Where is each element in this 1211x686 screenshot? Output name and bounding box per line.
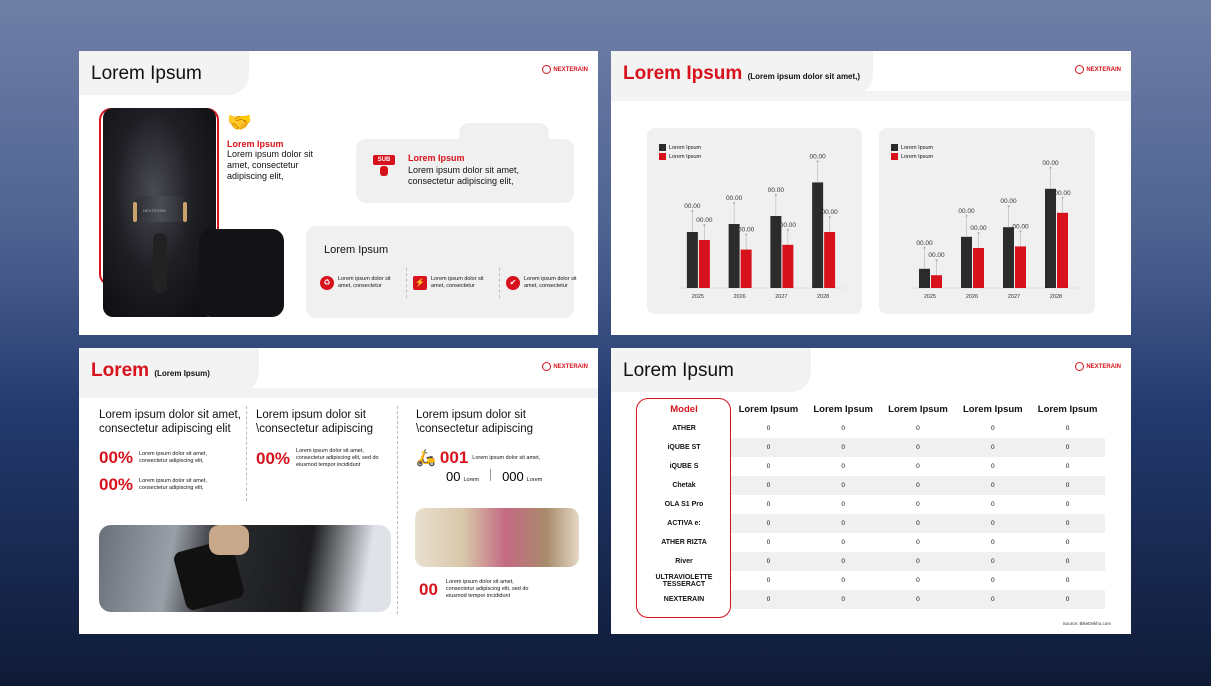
sub-stats: 00 Lorem 000 Lorem (446, 469, 543, 484)
data-label: 00.00 (684, 203, 701, 210)
table-cell: 0 (731, 438, 806, 457)
bar (699, 240, 710, 288)
table-cell: 0 (731, 590, 806, 609)
slide-3[interactable] (79, 348, 598, 634)
stat-value: 00% (99, 475, 134, 494)
scooter-image: NEXTERAIN (103, 108, 216, 317)
leader-dot (978, 232, 980, 234)
column-header: Lorem Ipsum (738, 404, 799, 415)
leader-dot (1020, 230, 1022, 232)
brand-logo-icon (542, 65, 551, 74)
leader-dot (703, 224, 705, 226)
leader-dot (936, 259, 938, 261)
table-cell: 0 (1065, 501, 1070, 508)
slide-header (611, 51, 873, 95)
model-logo: ATHER (637, 419, 731, 438)
subscribe-icon: SUB (373, 155, 395, 177)
model-logo: ACTIVA e: (637, 514, 731, 533)
slide-header (79, 348, 259, 392)
column-header: Lorem Ipsum (1037, 404, 1098, 415)
table-cell: 0 (806, 438, 881, 457)
tick-label: 2025 (923, 294, 937, 300)
table-header-row (637, 400, 1105, 419)
brand-logo: NEXTERAIN (1075, 362, 1121, 371)
stat-text: Lorem ipsum dolor sit amet, consectetur adipiscing elit, (139, 478, 207, 491)
slide-4[interactable] (611, 348, 1131, 634)
card-2-body: Lorem ipsum dolor sit amet, consectetur adipiscing elit, (408, 165, 520, 186)
bar (961, 237, 972, 288)
table-cell: 0 (1065, 425, 1070, 432)
slide-subtitle: (Lorem Ipsum) (154, 369, 210, 378)
slide-header (79, 51, 249, 95)
leader-dot (1062, 197, 1064, 199)
slide-1[interactable] (79, 51, 598, 335)
data-label: 00.00 (725, 195, 743, 202)
table-cell: 0 (955, 438, 1030, 457)
table-cell: 0 (916, 539, 920, 546)
table-cell: 0 (916, 501, 920, 508)
card-1-heading: Lorem Ipsum (227, 139, 284, 149)
bar (687, 232, 698, 288)
bar (1057, 213, 1068, 288)
table-cell: 0 (731, 514, 806, 533)
data-label: 00.00 (767, 187, 785, 194)
chart-plot (647, 128, 862, 314)
table-cell: 0 (881, 552, 956, 571)
table-cell: 0 (990, 501, 995, 508)
tick-label: 2026 (733, 294, 746, 300)
model-logo: NEXTERAIN (637, 590, 731, 609)
charger-icon: ⚡ (413, 276, 427, 290)
column-header: Lorem Ipsum (813, 404, 874, 415)
badge-check-icon: ✔ (506, 276, 520, 290)
table-cell: 0 (1030, 476, 1105, 495)
data-label: 00.00 (696, 217, 713, 224)
scooter-icon: 🛵 (416, 450, 436, 467)
table-cell: 0 (841, 463, 845, 470)
model-logo: OLA S1 Pro (637, 495, 731, 514)
table-cell: 0 (881, 514, 956, 533)
table-cell: 0 (881, 438, 956, 457)
table-cell: 0 (955, 514, 1030, 533)
table-cell: 0 (766, 501, 771, 508)
slide-subtitle: (Lorem ipsum dolor sit amet,) (747, 72, 861, 81)
tick-label: 2026 (965, 294, 979, 300)
table-cell: 0 (990, 539, 995, 546)
table-cell: 0 (1030, 590, 1105, 609)
cash-image (415, 508, 579, 567)
table-cell: 0 (1030, 438, 1105, 457)
leader-dot (775, 194, 777, 196)
leader-dot (1050, 167, 1052, 169)
panel-heading: Lorem Ipsum (324, 244, 389, 256)
leader-dot (1008, 205, 1010, 207)
bar (741, 250, 752, 288)
table-cell: 0 (731, 476, 806, 495)
big-stat (416, 448, 562, 468)
big-stat-value: 001 (439, 448, 469, 467)
brand-logo: NEXTERAIN (542, 65, 588, 74)
big-stat-text: Lorem ipsum dolor sit amet, (472, 454, 541, 461)
table-row (637, 533, 1105, 552)
table-cell: 0 (766, 463, 771, 470)
divider (246, 406, 247, 501)
stat-value: 00% (256, 448, 291, 468)
tick-label: 2027 (1007, 294, 1021, 300)
table-cell: 0 (955, 476, 1030, 495)
data-label: 00.00 (779, 221, 797, 229)
brand-logo-icon (1075, 65, 1084, 74)
slide-title: Lorem Ipsum (623, 360, 734, 381)
table-cell: 0 (841, 539, 845, 546)
chart-plot (879, 128, 1095, 314)
table-cell: 0 (1065, 577, 1070, 584)
feature-item: ♻ Lorem ipsum dolor sit amet, consectetur (320, 268, 400, 298)
divider (397, 406, 398, 614)
brand-logo-icon (1075, 362, 1084, 371)
stat-text: Lorem ipsum dolor sit amet, consectetur adipiscing elit, sed do eiusmod tempor incididunt (296, 448, 379, 468)
model-logo: iQUBE ST (637, 438, 731, 457)
table-cell: 0 (881, 476, 956, 495)
slide-title: Lorem Ipsum (Lorem ipsum dolor sit amet,) (623, 63, 861, 84)
model-logo: Chetak (637, 476, 731, 495)
table-cell: 0 (955, 590, 1030, 609)
table-cell: 0 (806, 476, 881, 495)
leader-dot (787, 229, 789, 231)
table-cell: 0 (990, 425, 995, 432)
table-cell: 0 (916, 577, 920, 584)
data-label: 00.00 (1000, 198, 1017, 206)
data-label: 00.00 (958, 207, 975, 215)
bar (973, 248, 984, 288)
bar (1015, 246, 1026, 288)
bar (931, 275, 942, 288)
bar (782, 245, 793, 288)
column-2-heading: Lorem ipsum dolor sit \consectetur adipiscing (256, 409, 373, 435)
table-row (637, 552, 1105, 571)
scooter-image-extension (199, 229, 284, 317)
feature-item: ✔ Lorem ipsum dolor sit amet, consectetur (506, 268, 578, 298)
slide-title: Lorem Ipsum (91, 63, 202, 84)
table-cell: 0 (731, 552, 806, 571)
data-label: 00.00 (809, 153, 826, 161)
leader-dot (817, 160, 819, 162)
bar (1045, 189, 1056, 288)
data-label: 00.00 (1042, 159, 1059, 167)
bar (812, 182, 823, 288)
leader-dot (966, 215, 968, 217)
data-label: 00.00 (1054, 189, 1071, 197)
table-cell: 0 (1065, 539, 1070, 546)
tick-label: 2028 (1049, 294, 1063, 300)
leader-dot (691, 210, 693, 212)
column-header: Lorem Ipsum (962, 404, 1023, 415)
bar (919, 269, 930, 288)
table-row (637, 438, 1105, 457)
battery-image (99, 525, 391, 612)
table-row (637, 419, 1105, 438)
table-cell: 0 (881, 590, 956, 609)
tick-label: 2027 (775, 294, 788, 300)
table-cell: 0 (990, 463, 995, 470)
source-note: Source: BikeDekho.com (1062, 621, 1111, 626)
stat-value: 00% (99, 448, 134, 467)
table-cell: 0 (990, 577, 995, 584)
table-cell: 0 (766, 577, 771, 584)
stat-row (99, 475, 229, 495)
table-row (637, 590, 1105, 609)
card-1 (227, 111, 327, 182)
leader-dot (745, 234, 747, 236)
data-label: 00.00 (970, 225, 987, 232)
data-label: 00.00 (928, 252, 945, 260)
stat-text: Lorem ipsum dolor sit amet, consectetur adipiscing elit, (139, 451, 207, 464)
slide-title: Lorem (Lorem Ipsum) (91, 360, 210, 381)
bar-chart-1 (647, 128, 862, 314)
features-panel (306, 226, 577, 318)
table-cell: 0 (841, 577, 845, 584)
table-cell: 0 (841, 501, 845, 508)
table-row (637, 457, 1105, 476)
leader-dot (924, 247, 926, 249)
table-cell: 0 (766, 539, 771, 546)
table-cell: 0 (806, 590, 881, 609)
brand-logo: NEXTERAIN (542, 362, 588, 371)
table-cell: 0 (1030, 552, 1105, 571)
column-1-heading: Lorem ipsum dolor sit amet, consectetur adipiscing elit (99, 409, 241, 435)
bar (824, 232, 835, 288)
card-2 (356, 139, 574, 203)
card-1-body: Lorem ipsum dolor sit amet, consectetur adipiscing elit, (227, 149, 314, 181)
data-label: 00.00 (916, 239, 933, 247)
stat-row (256, 448, 391, 469)
bar (1003, 227, 1014, 288)
data-label: 00.00 (821, 209, 838, 216)
table-cell: 0 (916, 425, 920, 432)
leader-dot (829, 216, 831, 218)
bottom-stat: 00 Lorem ipsum dolor sit amet, consectetur adipiscing elit, sed do eiusmod tempor incididunt (419, 579, 529, 599)
feature-item: ⚡ Lorem ipsum dolor sit amet, consectetur (413, 268, 493, 298)
chart-legend: Lorem Ipsum Lorem Ipsum (891, 144, 933, 162)
stat-row (99, 448, 229, 468)
table-cell: 0 (766, 425, 771, 432)
table-cell: 0 (806, 552, 881, 571)
brand-logo-icon (542, 362, 551, 371)
model-logo: ULTRAVIOLETTE TESSERACT (637, 571, 731, 590)
brand-logo: NEXTERAIN (1075, 65, 1121, 74)
tick-label: 2028 (817, 294, 830, 300)
slide-2[interactable] (611, 51, 1131, 335)
table-cell: 0 (955, 552, 1030, 571)
table-cell: 0 (916, 463, 920, 470)
table-row (637, 495, 1105, 514)
table-row (637, 476, 1105, 495)
data-label: 00.00 (737, 226, 755, 234)
table-row (637, 571, 1105, 590)
column-header: Lorem Ipsum (888, 404, 948, 415)
recycle-icon: ♻ (320, 276, 334, 290)
card-2-heading: Lorem Ipsum (408, 153, 465, 163)
column-header: Model (670, 404, 698, 415)
data-label: 00.00 (1012, 223, 1029, 231)
comparison-table (637, 400, 1105, 609)
table-cell: 0 (1030, 514, 1105, 533)
model-logo: ATHER RIZTA (637, 533, 731, 552)
slide-header (611, 348, 811, 392)
hand-user-icon: 🤝 (227, 112, 252, 134)
table-row (637, 514, 1105, 533)
tick-label: 2025 (691, 294, 704, 300)
chart-legend: Lorem Ipsum Lorem Ipsum (659, 144, 701, 162)
table-cell: 0 (841, 425, 845, 432)
table-cell: 0 (1065, 463, 1070, 470)
model-logo: iQUBE S (637, 457, 731, 476)
leader-dot (733, 202, 735, 204)
table-cell: 0 (806, 514, 881, 533)
model-logo: River (637, 552, 731, 571)
bar-chart-2 (879, 128, 1095, 314)
column-3-heading: Lorem ipsum dolor sit \consectetur adipiscing (416, 409, 533, 435)
